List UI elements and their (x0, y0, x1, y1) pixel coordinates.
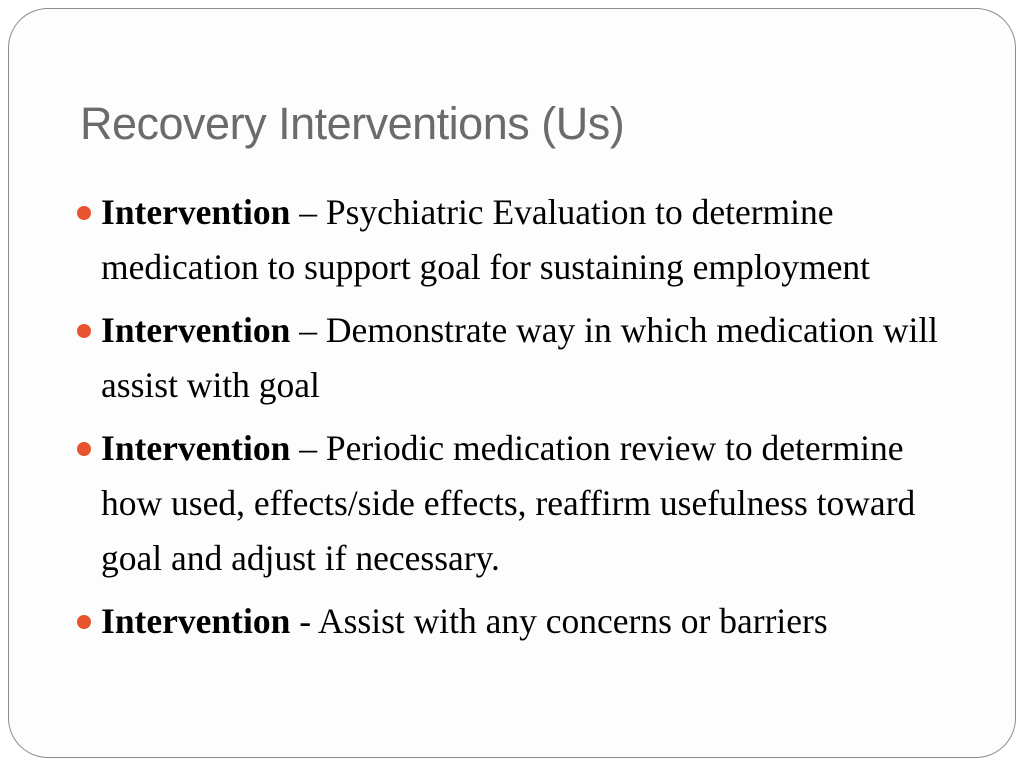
bullet-list (72, 185, 972, 657)
slide-title: Recovery Interventions (Us) (80, 98, 625, 149)
bullet-item (72, 421, 972, 586)
bullet-term: Intervention (101, 192, 291, 232)
bullet-separator: – (290, 310, 326, 350)
bullet-term: Intervention (101, 601, 291, 641)
bullet-text: Demonstrate way in which medication will assist with goal (101, 310, 939, 405)
bullet-separator: - (290, 601, 318, 641)
bullet-dot-icon (77, 324, 91, 338)
bullet-item (72, 185, 972, 295)
bullet-term: Intervention (101, 310, 291, 350)
bullet-item (72, 303, 972, 413)
bullet-dot-icon (77, 615, 91, 629)
bullet-separator: – (290, 428, 326, 468)
bullet-separator: – (290, 192, 326, 232)
bullet-text: Psychiatric Evaluation to determine medication to support goal for sustaining employment (101, 192, 871, 287)
bullet-text: Assist with any concerns or barriers (317, 601, 828, 641)
bullet-text: Periodic medication review to determine how used, effects/side effects, reaffirm usefulness toward goal and adjust if necessary. (101, 428, 916, 578)
bullet-term: Intervention (101, 428, 291, 468)
bullet-dot-icon (77, 206, 91, 220)
bullet-item (72, 594, 972, 649)
bullet-dot-icon (77, 442, 91, 456)
slide-frame (8, 8, 1016, 758)
